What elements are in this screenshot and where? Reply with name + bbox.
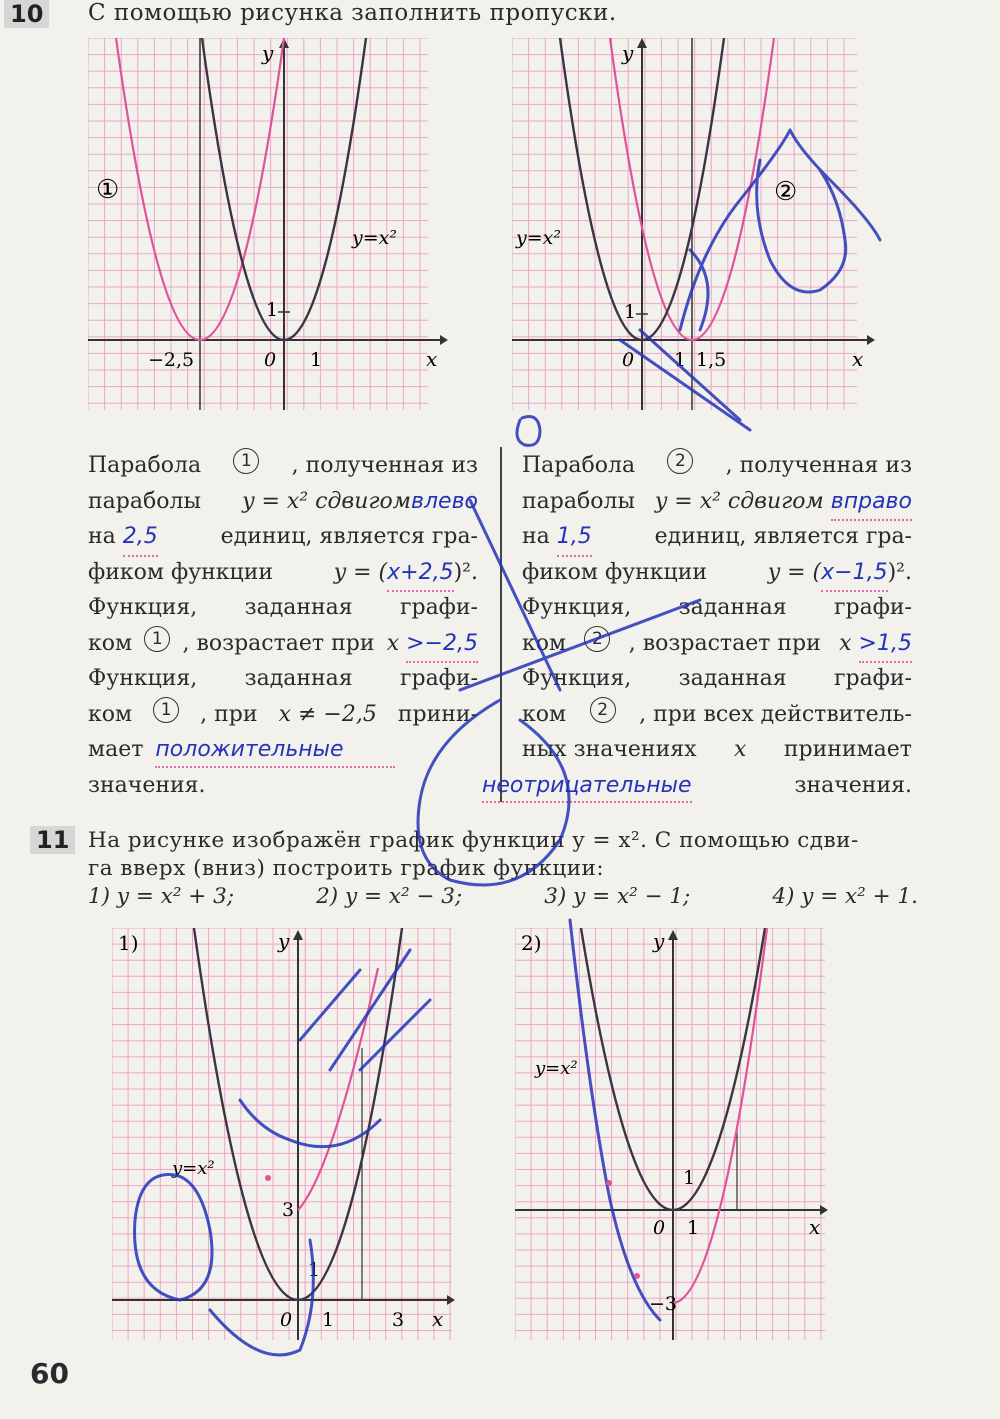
tick-y1: 1 bbox=[683, 1167, 696, 1189]
var-x: x bbox=[733, 737, 747, 762]
word: параболы bbox=[522, 488, 635, 514]
tick-origin: 0 bbox=[653, 1217, 666, 1239]
label: 2) bbox=[521, 931, 542, 955]
tick-y1: 1 bbox=[308, 1259, 321, 1281]
word: , полученная из bbox=[725, 453, 912, 478]
tick-y1: 1 bbox=[624, 301, 637, 323]
answer-formula: x−1,5 bbox=[821, 555, 887, 593]
scribble-graph11-path bbox=[210, 1240, 313, 1355]
scribble-graph2 bbox=[680, 130, 880, 330]
item-4: 4) y = x² + 1. bbox=[772, 884, 918, 909]
y-axis-label: y bbox=[622, 41, 634, 65]
tick-x1: 1 bbox=[322, 1309, 335, 1331]
curve-label: y=x² bbox=[172, 1158, 215, 1179]
formula: y = x² сдвигом bbox=[242, 488, 411, 514]
word: , возрастает при bbox=[182, 630, 375, 656]
task11-line-2: га вверх (вниз) построить график функции: bbox=[88, 856, 605, 881]
pencil-dots bbox=[265, 1175, 640, 1279]
x-axis-label: x bbox=[432, 1307, 444, 1331]
tick-x1: 1 bbox=[310, 349, 323, 371]
scribble-graph2-lines bbox=[620, 250, 750, 430]
answer-increase: >−2,5 bbox=[406, 626, 478, 664]
word: значения. bbox=[88, 772, 206, 798]
word: прини- bbox=[397, 701, 478, 727]
answer-increase: >1,5 bbox=[859, 626, 912, 664]
answer-values: неотрицательные bbox=[482, 768, 692, 804]
word: Парабола bbox=[522, 453, 636, 478]
word: фиком функции bbox=[522, 559, 708, 585]
answer-units: 1,5 bbox=[557, 519, 592, 557]
tick-x1-5: 1,5 bbox=[696, 349, 727, 371]
formula: y = ( bbox=[767, 559, 822, 585]
label: 1) bbox=[118, 931, 139, 955]
word: ком bbox=[522, 630, 567, 656]
scribble-graph11-right bbox=[570, 920, 660, 1320]
tick-y3: 3 bbox=[282, 1199, 295, 1221]
word: ных значениях bbox=[522, 737, 697, 762]
word: графи- bbox=[833, 666, 912, 691]
formula: x ≠ −2,5 bbox=[278, 701, 377, 727]
answer-direction: вправо bbox=[831, 484, 912, 522]
word: на bbox=[522, 524, 550, 549]
word: Функция, bbox=[88, 666, 198, 691]
item-3: 3) y = x² − 1; bbox=[544, 884, 691, 909]
word: ком bbox=[88, 630, 133, 656]
curve-label: y=x² bbox=[535, 1058, 578, 1079]
answer-units: 2,5 bbox=[123, 519, 158, 557]
word: заданная bbox=[244, 595, 353, 620]
word: Функция, bbox=[522, 666, 632, 691]
word: единиц, является гра- bbox=[220, 524, 478, 549]
item-2: 2) y = x² − 3; bbox=[316, 884, 463, 909]
x-axis-label: x bbox=[852, 347, 864, 371]
badge: ② bbox=[774, 177, 798, 207]
parabola-1-badge: 1 bbox=[144, 626, 170, 652]
word: фиком функции bbox=[88, 559, 274, 585]
y-axis-label: y bbox=[653, 929, 665, 953]
x-axis-label: x bbox=[809, 1215, 821, 1239]
word: графи- bbox=[399, 666, 478, 691]
word: принимает bbox=[783, 737, 912, 762]
word: заданная bbox=[244, 666, 353, 691]
word: мает bbox=[88, 737, 144, 762]
parabola-2-badge: 2 bbox=[667, 448, 693, 474]
word: заданная bbox=[678, 666, 787, 691]
tick-x1: 1 bbox=[687, 1217, 700, 1239]
var-x: x bbox=[839, 630, 852, 656]
tick-x1: 1 bbox=[674, 349, 687, 371]
item-1: 1) y = x² + 3; bbox=[88, 884, 235, 909]
word: графи- bbox=[399, 595, 478, 620]
tick-x3: 3 bbox=[392, 1309, 405, 1331]
curve-label: y=x² bbox=[352, 227, 397, 249]
scribble-x-mark bbox=[418, 500, 700, 885]
word: , полученная из bbox=[291, 453, 478, 478]
answer-direction: влево bbox=[411, 488, 478, 514]
answer-values: положительные bbox=[155, 732, 395, 768]
task-10-instruction: С помощью рисунка заполнить пропуски. bbox=[88, 0, 617, 26]
curve-label: y=x² bbox=[516, 227, 561, 249]
y-axis-label: y bbox=[262, 41, 274, 65]
word: Функция, bbox=[522, 595, 632, 620]
scribble-zero bbox=[517, 417, 540, 446]
word: параболы bbox=[88, 488, 201, 514]
tick-y1: 1 bbox=[266, 299, 279, 321]
word: , при всех действитель- bbox=[639, 701, 912, 727]
x-axis-label: x bbox=[426, 347, 438, 371]
parabola-2-badge: 2 bbox=[590, 697, 616, 723]
badge: ① bbox=[96, 175, 120, 205]
word: заданная bbox=[678, 595, 787, 620]
formula: y = x² сдвигом bbox=[654, 488, 824, 514]
tick-origin: 0 bbox=[264, 349, 277, 371]
parabola-2-badge: 2 bbox=[584, 626, 610, 652]
formula-end: )². bbox=[453, 559, 478, 585]
word: значения. bbox=[794, 772, 912, 798]
word: Парабола bbox=[88, 453, 202, 478]
formula-end: )². bbox=[887, 559, 912, 585]
parabola-1-badge: 1 bbox=[233, 448, 259, 474]
word: Функция, bbox=[88, 595, 198, 620]
tick-y-neg3: −3 bbox=[649, 1293, 678, 1315]
word: ком bbox=[522, 701, 567, 727]
page-number: 60 bbox=[30, 1357, 69, 1390]
tick-neg-2-5: −2,5 bbox=[148, 349, 195, 371]
word: , возрастает при bbox=[628, 630, 821, 656]
answer-formula: x+2,5 bbox=[387, 555, 453, 593]
word: единиц, является гра- bbox=[654, 524, 912, 549]
task-10-number: 10 bbox=[4, 0, 49, 28]
word: , при bbox=[200, 701, 258, 727]
word: графи- bbox=[833, 595, 912, 620]
word: на bbox=[88, 524, 116, 549]
task11-line-1: На рисунке изображён график функции y = x². С помощью сдви- bbox=[88, 828, 859, 853]
tick-origin: 0 bbox=[280, 1309, 293, 1331]
formula: y = ( bbox=[333, 559, 388, 585]
word: ком bbox=[88, 701, 133, 727]
y-axis-label: y bbox=[278, 929, 290, 953]
var-x: x bbox=[386, 630, 400, 656]
tick-origin: 0 bbox=[622, 349, 635, 371]
parabola-1-badge: 1 bbox=[153, 697, 179, 723]
scribble-graph11-loop bbox=[135, 1175, 212, 1300]
scribble-graph11-left bbox=[240, 950, 430, 1147]
task-11-number: 11 bbox=[30, 826, 75, 854]
